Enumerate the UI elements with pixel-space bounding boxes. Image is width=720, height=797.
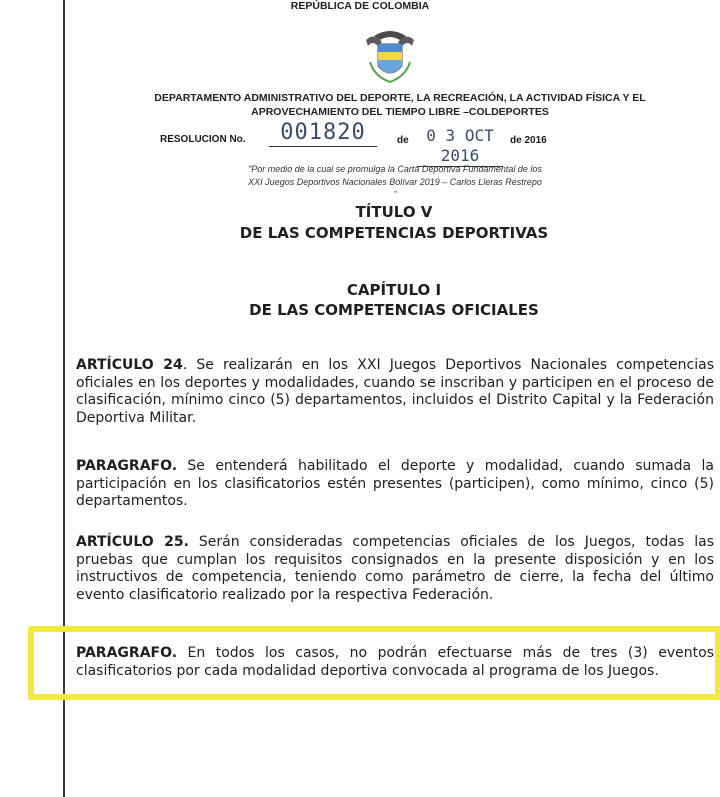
resolution-date-stamp: 0 3 OCT 2016: [417, 126, 503, 167]
article-25-paragraph: [76, 534, 714, 604]
paragraph-lead: ARTÍCULO 25.: [76, 534, 189, 550]
chapter-heading: CAPÍTULO I: [346, 281, 442, 299]
colombia-coat-of-arms-icon: [360, 26, 420, 86]
paragraph-text: . Se realizarán en los XXI Juegos Deportivos Nacionales competencias oficiales en los deportes y modalidades, cuando se inscriban y participen en el proceso de clasificación, mínimo cinco (5) departamentos, incluidos el Distrito Capital y la Federación Deportiva Militar.: [76, 357, 714, 426]
resolution-label: RESOLUCION No.: [160, 134, 246, 145]
title-subheading: DE LAS COMPETENCIAS DEPORTIVAS: [239, 224, 549, 242]
paragraph-text: En todos los casos, no podrán efectuarse más de tres (3) eventos clasificatorios por cada modalidad deportiva convocada al programa de los Juegos.: [76, 645, 714, 679]
paragraph-lead: ARTÍCULO 24: [76, 357, 183, 373]
paragraph-text: Se entenderá habilitado el deporte y modalidad, cuando sumada la participación en los clasificatorios estén presentes (participen), como mínimo, cinco (5) departamentos.: [76, 458, 714, 509]
paragraph-text: Serán consideradas competencias oficiales de los Juegos, todas las pruebas que cumplan los requisitos consignados en la presente disposición y en los instructivos de competencia, teniendo como parámetro de cierre, la fecha del último evento clasificatorio realizado por la respectiva Federación.: [76, 534, 714, 603]
chapter-subheading: DE LAS COMPETENCIAS OFICIALES: [249, 301, 539, 319]
department-line-1: DEPARTAMENTO ADMINISTRATIVO DEL DEPORTE, LA RECREACIÓN, LA ACTIVIDAD FÍSICA Y EL: [154, 92, 646, 104]
paragrafo-1-paragraph: [76, 458, 714, 511]
resolution-line: [160, 120, 620, 165]
department-line-2: APROVECHAMIENTO DEL TIEMPO LIBRE –COLDEPORTES: [251, 106, 549, 118]
resolution-de-label: de: [397, 135, 409, 146]
subtitle-line-1: "Por medio de la cual se promulga la Carta Deportiva Fundamental de los: [248, 164, 542, 174]
country-heading: REPÚBLICA DE COLOMBIA: [290, 0, 430, 12]
paragraph-lead: PARAGRAFO.: [76, 645, 178, 661]
highlight-box: [28, 626, 720, 700]
paragraph-lead: PARAGRAFO.: [76, 458, 178, 474]
resolution-number-stamp: 001820: [269, 120, 377, 147]
title-heading: TÍTULO V: [355, 203, 433, 221]
subtitle-line-2: XXI Juegos Deportivos Nacionales Bolívar 2019 – Carlos Lleras Restrepo: [248, 177, 542, 187]
resolution-year-label: de 2016: [510, 135, 547, 146]
subtitle-line-3: ": [393, 190, 397, 199]
article-24-paragraph: [76, 357, 714, 427]
